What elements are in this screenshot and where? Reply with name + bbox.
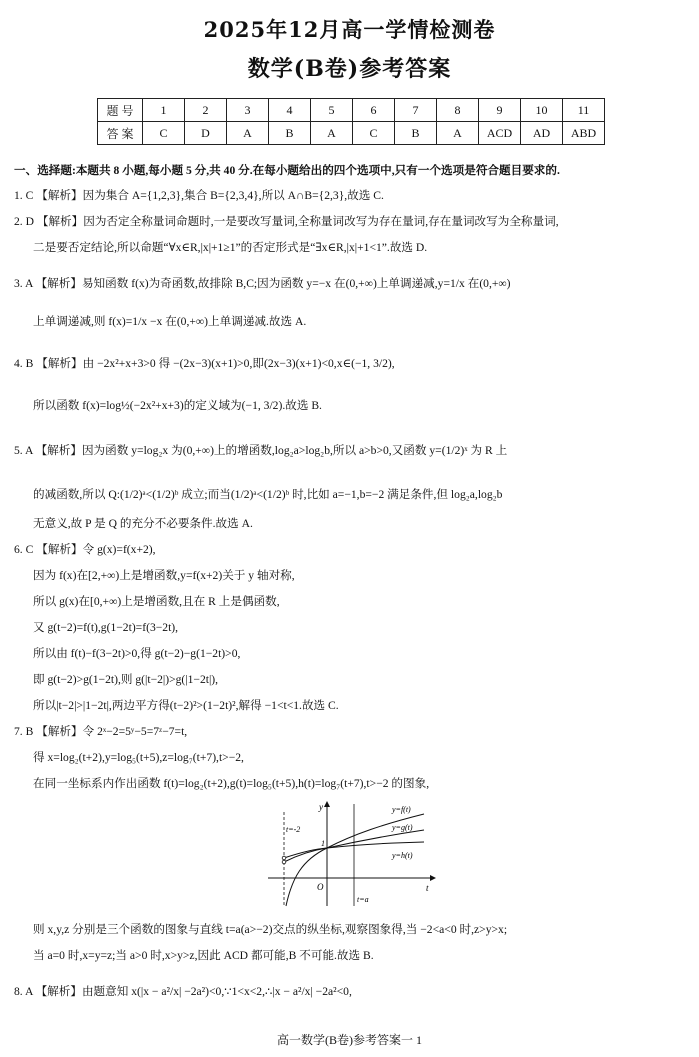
solution-7-cont3: 则 x,y,z 分别是三个函数的图象与直线 t=a(a>−2)交点的纵坐标,观察图象得,当 −2<a<0 时,z>y>x; [33, 923, 508, 936]
solution-4: 4. B 【解析】由 −2x²+x+3>0 得 −(2x−3)(x+1)>0,即(2x−3)(x+1)<0,x∈(−1, 3/2), [14, 357, 395, 370]
number-cell: 10 [521, 99, 563, 122]
number-cell: 8 [437, 99, 479, 122]
answer-table [97, 98, 605, 145]
answer-cell: AD [521, 122, 563, 145]
page-title: 2025年12月高一学情检测卷 [203, 17, 496, 42]
number-cell: 7 [395, 99, 437, 122]
solution-6-cont5: 即 g(t−2)>g(1−2t),则 g(|t−2|)>g(|1−2t|), [33, 673, 219, 686]
t-axis-label: t [426, 883, 429, 893]
y-axis-label: y [319, 802, 323, 812]
solution-7-cont2: 在同一坐标系内作出函数 f(t)=log₂(t+2),g(t)=log₅(t+5),h(t)=log₇(t+7),t>−2 的图象, [33, 777, 430, 790]
solution-6-cont3: 又 g(t−2)=f(t),g(1−2t)=f(3−2t), [33, 621, 179, 634]
function-graph [264, 798, 436, 910]
solution-3: 3. A 【解析】易知函数 f(x)为奇函数,故排除 B,C;因为函数 y=−x 在(0,+∞)上单调递减,y=1/x 在(0,+∞) [14, 277, 511, 290]
one-label: 1 [321, 839, 325, 848]
number-cell: 4 [269, 99, 311, 122]
answer-table-answer-row [98, 122, 605, 145]
solution-7-cont1: 得 x=log₂(t+2),y=log₅(t+5),z=log₇(t+7),t>−2, [33, 751, 244, 764]
answer-cell: B [269, 122, 311, 145]
solution-5: 5. A 【解析】因为函数 y=log₂x 为(0,+∞)上的增函数,log₂a>log₂b,所以 a>b>0,又函数 y=(1/2)ˣ 为 R 上 [14, 444, 508, 457]
solution-2: 2. D 【解析】因为否定全称量词命题时,一是要改写量词,全称量词改写为存在量词,存在量词改写为全称量词, [14, 215, 559, 228]
number-cell: 5 [311, 99, 353, 122]
answer-cell: A [227, 122, 269, 145]
solution-7-cont4: 当 a=0 时,x=y=z;当 a>0 时,x>y>z,因此 ACD 都可能,B 不可能.故选 B. [33, 949, 374, 962]
t-axis-arrow [430, 875, 436, 881]
line-left-label: t=-2 [286, 825, 301, 834]
section-heading: 一、选择题:本题共 8 小题,每小题 5 分,共 40 分.在每小题给出的四个选项中,只有一个选项是符合题目要求的. [14, 164, 560, 177]
solution-6-cont6: 所以|t−2|>|1−2t|,两边平方得(t−2)²>(1−2t)²,解得 −1<t<1.故选 C. [33, 699, 339, 712]
page-subtitle: 数学(B卷)参考答案 [247, 56, 452, 82]
open-point-g [282, 860, 286, 864]
solution-6-cont4: 所以由 f(t)−f(3−2t)>0,得 g(t−2)−g(1−2t)>0, [33, 647, 241, 660]
number-cell: 1 [143, 99, 185, 122]
answer-cell: ACD [479, 122, 521, 145]
row-label-number: 题 号 [98, 99, 143, 122]
answer-cell: C [353, 122, 395, 145]
page-footer: 高一数学(B卷)参考答案一 1 [277, 1033, 422, 1047]
line-right-label: t=a [357, 895, 369, 904]
answer-cell: ABD [563, 122, 605, 145]
h-label: y=h(t) [392, 851, 413, 860]
answer-table-number-row [98, 99, 605, 122]
open-point-h [282, 856, 286, 860]
f-label: y=f(t) [392, 805, 411, 814]
solution-3-cont: 上单调递减,则 f(x)=1/x −x 在(0,+∞)上单调递减.故选 A. [33, 315, 307, 328]
number-cell: 11 [563, 99, 605, 122]
number-cell: 2 [185, 99, 227, 122]
origin-label: O [317, 882, 324, 892]
answer-cell: A [311, 122, 353, 145]
answer-cell: C [143, 122, 185, 145]
solution-2-cont: 二是要否定结论,所以命题“∀x∈R,|x|+1≥1”的否定形式是“∃x∈R,|x|+1<1”.故选 D. [33, 241, 428, 254]
solution-5-cont2: 无意义,故 P 是 Q 的充分不必要条件.故选 A. [33, 517, 253, 530]
row-label-answer: 答 案 [98, 122, 143, 145]
solution-4-cont: 所以函数 f(x)=log½(−2x²+x+3)的定义域为(−1, 3/2).故选 B. [33, 399, 322, 412]
solution-5-cont1: 的减函数,所以 Q:(1/2)ᵃ<(1/2)ᵇ 成立;而当(1/2)ᵃ<(1/2)ᵇ 时,比如 a=−1,b=−2 满足条件,但 log₂a,log₂b [33, 488, 503, 501]
solution-1: 1. C 【解析】因为集合 A={1,2,3},集合 B={2,3,4},所以 A∩B={2,3},故选 C. [14, 189, 384, 202]
g-label: y=g(t) [392, 823, 413, 832]
y-axis-arrow [324, 801, 330, 807]
answer-cell: D [185, 122, 227, 145]
answer-cell: B [395, 122, 437, 145]
solution-8: 8. A 【解析】由题意知 x(|x − a²/x| −2a²)<0,∵1<x<2,∴|x − a²/x| −2a²<0, [14, 985, 352, 998]
answer-cell: A [437, 122, 479, 145]
number-cell: 6 [353, 99, 395, 122]
number-cell: 9 [479, 99, 521, 122]
solution-6: 6. C 【解析】令 g(x)=f(x+2), [14, 543, 156, 556]
number-cell: 3 [227, 99, 269, 122]
solution-6-cont2: 所以 g(x)在[0,+∞)上是增函数,且在 R 上是偶函数, [33, 595, 280, 608]
solution-7: 7. B 【解析】令 2ˣ−2=5ʸ−5=7ᶻ−7=t, [14, 725, 188, 738]
solution-6-cont1: 因为 f(x)在[2,+∞)上是增函数,y=f(x+2)关于 y 轴对称, [33, 569, 295, 582]
